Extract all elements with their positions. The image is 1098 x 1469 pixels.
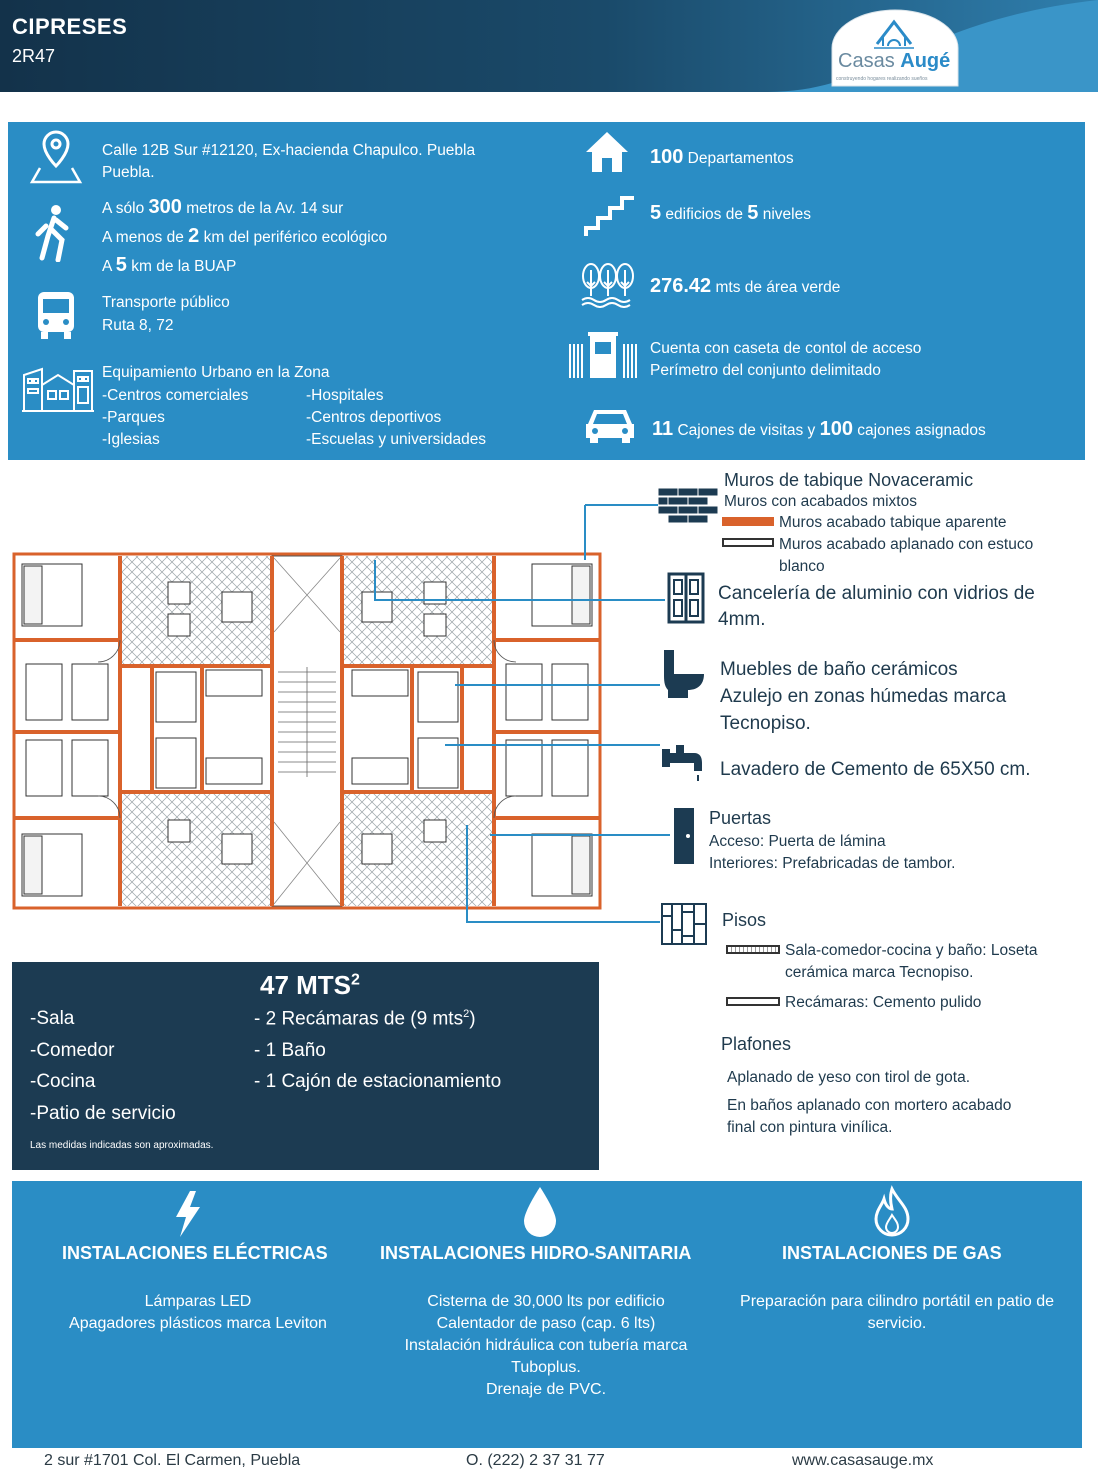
- muros-title: Muros de tabique Novaceramic: [724, 470, 974, 490]
- distance-periferico: A menos de 2 km del periférico ecológico: [102, 225, 388, 247]
- space-item-recamaras: - 2 Recámaras de (9 mts$^2$): [254, 1008, 476, 1030]
- space-item: - 1 Baño: [254, 1040, 326, 1061]
- equip-item: -Parques: [102, 409, 165, 426]
- hidro-body: [382, 1291, 710, 1401]
- footer-phone: O. (222) 2 37 31 77: [466, 1452, 605, 1469]
- equip-item: -Escuelas y universidades: [306, 431, 487, 448]
- hidro-line: Cisterna de 30,000 lts por edificio: [427, 1293, 665, 1310]
- swatch-loseta: [726, 945, 780, 954]
- footer-address: 2 sur #1701 Col. El Carmen, Puebla: [44, 1452, 301, 1469]
- transport-title: Transporte público: [102, 294, 230, 311]
- space-item: -Cocina: [30, 1071, 96, 1092]
- footer-website[interactable]: www.casasauge.mx: [792, 1452, 934, 1469]
- cancel-2: 4mm.: [718, 609, 766, 630]
- caseta-line-2: Perímetro del conjunto delimitado: [650, 362, 881, 379]
- brick-icon: [658, 488, 720, 526]
- muros-a: Muros acabado tabique aparente: [779, 514, 1007, 531]
- elec-line: Lámparas LED: [144, 1293, 252, 1310]
- swatch-tabique: [722, 517, 774, 526]
- address-line-2: Puebla.: [102, 164, 155, 181]
- lavadero-text: Lavadero de Cemento de 65X50 cm.: [720, 759, 1031, 780]
- bano-3: Tecnopiso.: [720, 713, 811, 734]
- toilet-icon: [660, 648, 706, 700]
- window-icon: [667, 572, 705, 624]
- plafones-title: Plafones: [721, 1034, 792, 1054]
- puertas-title: Puertas: [709, 808, 772, 828]
- area-title: 47 MTS$^2$: [260, 970, 360, 1000]
- plafones-1: Aplanado de yeso con tirol de gota.: [727, 1069, 971, 1086]
- space-item: -Comedor: [30, 1040, 115, 1061]
- pisos-title: Pisos: [722, 910, 767, 930]
- puertas-interiores: Interiores: Prefabricadas de tambor.: [709, 855, 956, 872]
- bano-2: Azulejo en zonas húmedas marca: [720, 686, 1007, 707]
- muros-sub: Muros con acabados mixtos: [724, 493, 917, 510]
- pisos-a2: cerámica marca Tecnopiso.: [785, 964, 974, 981]
- gas-body: [716, 1291, 1078, 1335]
- lightning-icon: [172, 1189, 204, 1239]
- equip-item: -Centros comerciales: [102, 387, 249, 404]
- space-item: -Sala: [30, 1008, 75, 1029]
- water-drop-icon: [520, 1185, 560, 1239]
- space-item: - 1 Cajón de estacionamiento: [254, 1071, 502, 1092]
- flame-icon: [868, 1185, 916, 1239]
- bano-1: Muebles de baño cerámicos: [720, 659, 958, 680]
- pisos-b: Recámaras: Cemento pulido: [785, 994, 982, 1011]
- plafones-2: En baños aplanado con mortero acabado: [727, 1097, 1012, 1114]
- elec-title: INSTALACIONES ELÉCTRICAS: [62, 1243, 328, 1263]
- elec-line: Apagadores plásticos marca Leviton: [69, 1315, 327, 1332]
- project-title: CIPRESES: [12, 14, 128, 39]
- logo-tagline: construyendo hogares realizando sueños: [836, 76, 928, 82]
- faucet-icon: [660, 743, 706, 783]
- equip-item: -Hospitales: [306, 387, 384, 404]
- cancel-1: Cancelería de aluminio con vidrios de: [718, 583, 1035, 604]
- puertas-acceso: Acceso: Puerta de lámina: [709, 833, 886, 850]
- installations-panel: [12, 1181, 1082, 1448]
- deptos-text: 100 Departamentos: [650, 146, 794, 168]
- address-line-1: Calle 12B Sur #12120, Ex-hacienda Chapulco. Puebla: [102, 142, 476, 159]
- edificios-text: 5 edificios de 5 niveles: [650, 202, 811, 224]
- equip-item: -Iglesias: [102, 431, 160, 448]
- distance-buap: A 5 km de la BUAP: [102, 254, 237, 276]
- plafones-3: final con pintura vinílica.: [727, 1119, 893, 1136]
- space-item: -Patio de servicio: [30, 1103, 176, 1124]
- gas-title: INSTALACIONES DE GAS: [782, 1243, 1002, 1263]
- elec-body: [42, 1291, 354, 1335]
- floor-tiles-icon: [660, 902, 708, 946]
- swatch-cemento: [726, 997, 780, 1006]
- hidro-line: Drenaje de PVC.: [485, 1381, 607, 1398]
- equip-title: Equipamiento Urbano en la Zona: [102, 364, 330, 381]
- logo-word-auge: Augé: [900, 50, 951, 72]
- hidro-line: Tuboplus.: [511, 1359, 581, 1376]
- hidro-line: Instalación hidráulica con tubería marca: [404, 1337, 688, 1354]
- measure-note: Las medidas indicadas son aproximadas.: [30, 1140, 214, 1151]
- door-icon: [672, 806, 696, 866]
- hidro-title: INSTALACIONES HIDRO-SANITARIA: [380, 1243, 692, 1263]
- gas-line: Preparación para cilindro portátil en patio de: [740, 1293, 1054, 1310]
- swatch-estuco: [722, 538, 774, 547]
- logo-word-casas: Casas: [838, 50, 895, 72]
- distance-av14: A sólo 300 metros de la Av. 14 sur: [102, 196, 344, 218]
- gas-line: servicio.: [867, 1315, 927, 1332]
- equip-item: -Centros deportivos: [306, 409, 442, 426]
- hidro-line: Calentador de paso (cap. 6 lts): [436, 1315, 656, 1332]
- project-code: 2R47: [12, 46, 56, 66]
- muros-b2: blanco: [779, 558, 825, 575]
- transport-routes: Ruta 8, 72: [102, 317, 174, 334]
- area-verde-text: 276.42 mts de área verde: [650, 275, 841, 297]
- caseta-line-1: Cuenta con caseta de contol de acceso: [650, 340, 922, 357]
- area-summary-box: [12, 962, 599, 1170]
- pisos-a1: Sala-comedor-cocina y baño: Loseta: [785, 942, 1038, 959]
- cajones-text: 11 Cajones de visitas y 100 cajones asignados: [652, 418, 986, 440]
- muros-b1: Muros acabado aplanado con estuco: [779, 536, 1034, 553]
